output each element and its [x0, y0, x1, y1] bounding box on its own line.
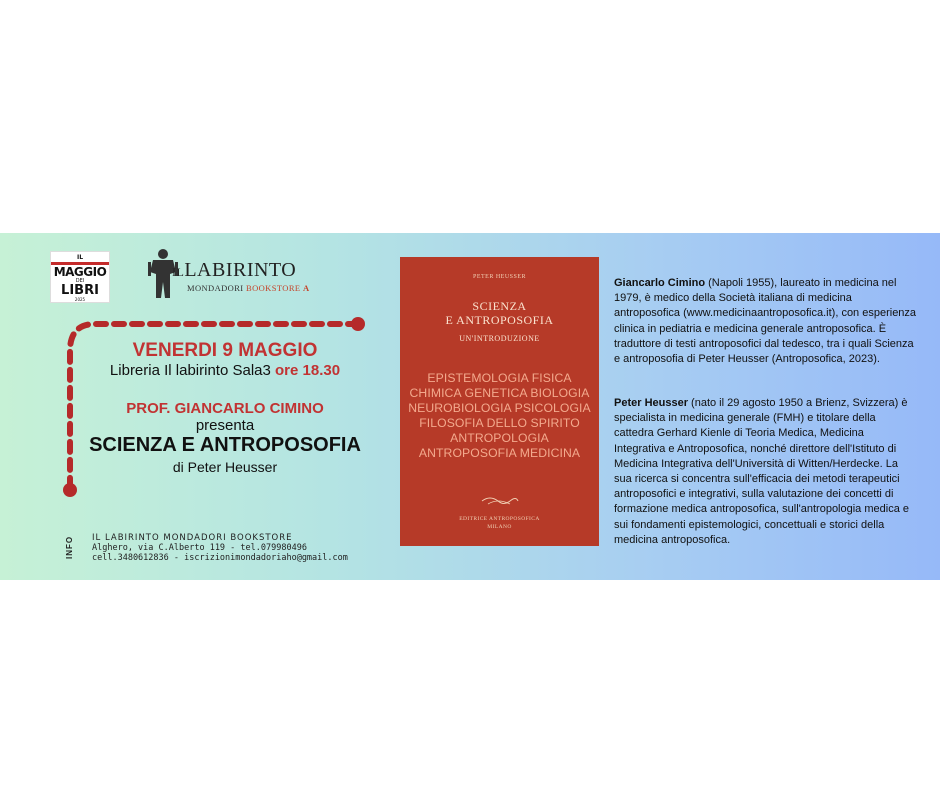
- event-date: VENERDI 9 MAGGIO: [132, 340, 318, 361]
- presents-text: presenta: [195, 417, 255, 434]
- contact-info: IL LABIRINTO MONDADORI BOOKSTORE Alghero, via C.Alberto 119 - tel.079980496 cell.3480612836 - iscrizionimondadoriaho@gmail.com: [92, 533, 348, 563]
- event-banner: [0, 233, 940, 580]
- mondadori-bookstore-logo: MONDADORI BOOKSTORE A: [187, 283, 310, 293]
- book-topics: EPISTEMOLOGIA FISICA CHIMICA GENETICA BIOLOGIA NEUROBIOLOGIA PSICOLOGIA FILOSOFIA DELLO SPIRITO ANTROPOLOGIA ANTROPOSOFIA MEDICINA: [408, 371, 591, 460]
- event-time: ore 18.30: [275, 362, 341, 379]
- bio-cimino: Giancarlo Cimino (Napoli 1955), laureato in medicina nel 1979, è medico della Società italiana di medicina antroposofica (www.medicinaantroposofica.it), con esperienza clinica in pediatria e medicina generale antroposofica. È traduttore di testi antroposofici dal tedesco, tra i quali Scienza e antroposofia di Peter Heusser (Antroposofica, 2023).: [614, 277, 917, 366]
- maggio-dei-libri-badge: IL MAGGIO DEI LIBRI 2025: [50, 251, 110, 303]
- speaker-name: PROF. GIANCARLO CIMINO: [126, 400, 324, 417]
- book-cover: PETER HEUSSER SCIENZA E ANTROPOSOFIA UN'INTRODUZIONE EPISTEMOLOGIA FISICA CHIMICA GENETICA BIOLOGIA NEUROBIOLOGIA PSICOLOGIA FILOSOFIA DELLO SPIRITO ANTROPOLOGIA ANTROPOSOFIA MEDICINA EDITRICE ANTROPOSOFICA MILANO: [400, 257, 599, 546]
- event-venue: Libreria Il labirinto Sala3 ore 18.30: [109, 362, 341, 379]
- book-title-heading: SCIENZA E ANTROPOSOFIA: [89, 434, 361, 456]
- bio-heusser: Peter Heusser (nato il 29 agosto 1950 a Brienz, Svizzera) è specialista in medicina generale (FMH) e titolare della cattedra Gerhard Kienle di Teoria Medica, Medicina Integrativa e Antroposofica, nonché direttore dell'Istituto di Medicina Integrativa dell'Università di Witten/Herdecke. La sua ricerca si concentra sull'efficacia dei metodi terapeutici antroposofici e integrativi, sulla valutazione dei concetti di formazione medica antroposofica, sull'antropologia medica e sui fondamenti epistemologici, concettuali e storici della medicina antroposofica.: [614, 397, 909, 546]
- labirinto-logo: ILLABIRINTO: [172, 259, 297, 281]
- book-author: di Peter Heusser: [172, 459, 278, 475]
- info-label: INFO: [65, 535, 74, 559]
- publisher-ornament-icon: [480, 493, 520, 509]
